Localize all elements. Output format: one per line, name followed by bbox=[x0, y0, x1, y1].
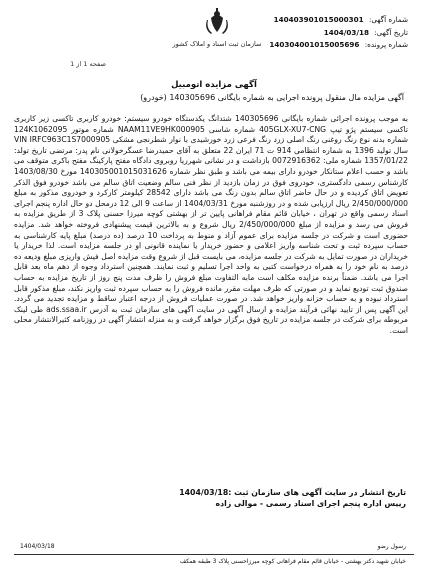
ad-date-row bbox=[258, 27, 408, 40]
ad-number-row bbox=[258, 14, 408, 27]
ad-date: 1404/03/18 bbox=[323, 27, 369, 37]
ad-subtitle: آگهی مزایده مال منقول پرونده اجرایی به شماره بایگانی 140305696 (خودرو) bbox=[140, 93, 404, 102]
ad-meta bbox=[258, 14, 408, 52]
signatory-line: رییس اداره پنجم اجرای اسناد رسمی - موالی زاده bbox=[215, 499, 406, 508]
registry-emblem-icon bbox=[162, 4, 272, 58]
ad-number: 140403901015000301 bbox=[273, 15, 364, 24]
ad-title: آگهی مزایده اتومبیل bbox=[171, 80, 257, 90]
case-number-row bbox=[258, 39, 408, 52]
page-number: صفحه 1 از 1 bbox=[70, 60, 106, 68]
ad-date-label: تاریخ آگهی: bbox=[374, 27, 408, 37]
ad-number-label: شماره آگهی: bbox=[368, 15, 408, 24]
case-number: 140304001015005696 bbox=[269, 40, 360, 49]
svg-text:سازمان ثبت اسناد و املاک کشور: سازمان ثبت اسناد و املاک کشور bbox=[172, 40, 262, 48]
footer-divider bbox=[14, 554, 414, 555]
case-number-label: شماره پرونده: bbox=[364, 40, 408, 49]
publish-date-line: تاریخ انتشار در سایت آگهی های سازمان ثبت :1404/03/18 bbox=[179, 488, 406, 497]
footer-date: 1404/03/18 bbox=[20, 543, 55, 550]
footer-address: خیابان شهید دکتر بهشتی - خیابان قائم مقام فراهانی کوچه میرزاحسنی پلاک 3 طبقه همکف bbox=[179, 558, 406, 565]
footer-author: رسول رضو bbox=[377, 543, 406, 550]
ad-body: به موجب پرونده اجرائی شماره بایگانی 140305696 شتدانگ یکدستگاه خودرو سیستم: خودرو کاربری تاکسی زیر کاربری تاکسی سیستم پژو تیپ 405GLX-XU7-CNG شماره شاسی NAAM11VE9HK000905 شماره موتور 124K1062095 شماره بدنه نوع رنگ روغنی رنگ اصلی زرد رنگ فرعی زرد خورشیدی با نوار شطرنجی مشکی VIN IRFC963C1S7000905 سال تولید 1396 به شماره انتظامی 914 ت 71 ایران 22 متعلق به آقای حمیدرضا عسگرخولانی نام پدر: مرتضی تاریخ تولد: 1357/01/22 شماره ملی: 0072916362 بازداشت و در نشانی شهرریا روبروی دادگاه مفتح پارکینگ مفتح باکری متوقف می باشد و حسب اعلام ستانکار خودرو دارای بیمه می باشد و طبق نظر شماره 140305001015031626 مورخ 1403/08/30 کارشناس رسمی دادگستری، خودروی فوق در زمان بازدید از نظر فنی سالم وضعیت اتاق سالم می باشد خودرو فوق الذکر تعویض اتاق کردیده و در حال حاضر اتاق سالم بدون رنگ می باشد دارای 28542 کیلومتر کارکرد و خودروی مذکور به مبلغ 2/450/000/000 ریال ارزیابی شده و در روزشنبه مورخ 1404/03/31 از ساعت 9 الی 12 درمحل دو حال اداره پنجم اجرای اسناد رسمی واقع در تهران ، خیابان قائم مقام فراهانی پایین تر از بهشتی کوچه میرزا حسنی پلاک 3 از طریق مزایده به فروش می رسد و مزایده از مبلغ 2/450/000/000 ریال شروع و به بالاترین قیمت پیشنهادی فروخته خواهد شد. مزایده حضوری است و شرکت در جلسه مزایده برای عموم آزاد و منوط به پرداخت 10 درصد (ده درصد) مبلغ پایه کارشناسی به حساب سپرده ثبت و تحت شناسه واریز اعلامی و حضور خریدار یا نماینده قانونی او در جلسه مزایده است. لذا خریدار یا خریداران در صورت تمایل به شرکت در جلسه مزایده، می بایست قبل از شروع وقت مزایده اصل فیش واریزی مبلغ ودیعه ده درصد به نام خود را به همراه درخواست کتبی به واحد اجرا تسلیم و ثبت نمایند. همچنین استرداد وجوه از دهم ماه بعد قابل اجرا می باشد. ضمناً برنده مزایده مکلف است مابه التفاوت مبلغ فروش را ظرف مدت پنج روز از تاریخ مزایده به حساب صندوق ثبت تودیع نماید و در صورتی که ظرف مهلت مقرر مانده فروش را به حساب سپرده ثبت واریز نکند، مبلغ مذکور قابل استرداد نبوده و به حساب خزانه واریز خواهد شد. در صورت عملیات فروش از درجه اعتبار ساقط و مزایده تجدید می گردد. این آگهی پس از تایید نهائی فرآیند مزایده و ارسال آگهی در سایت آگهی های سازمان ثبت به آدرس ads.ssaa.ir طی لینک مربوطه برای شرکت در جلسه مزایده در تاریخ فوق برگزار خواهد گرفت و به منزله انتشار آگهی در روزنامه کثیرالانتشار محلی است. bbox=[14, 114, 409, 335]
